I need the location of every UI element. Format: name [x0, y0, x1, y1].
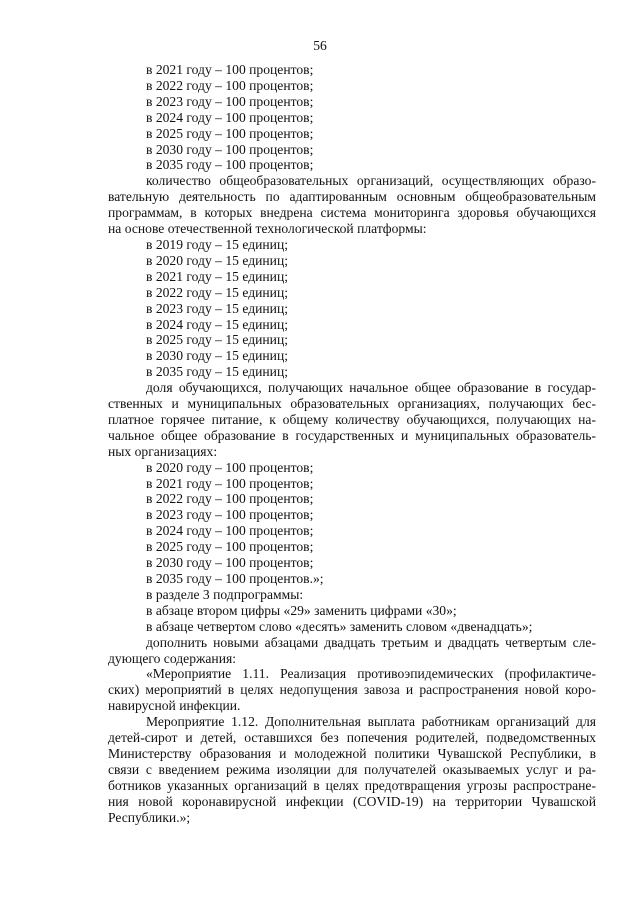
- text-line: ния новой коронавирусной инфекции (COVID-19) на территории Чувашской: [108, 793, 596, 809]
- page-number: 56: [313, 38, 327, 53]
- text-line: дополнить новыми абзацами двадцать третьим и двадцать четвертым сле-: [146, 634, 596, 650]
- text-line: в 2030 году – 15 единиц;: [146, 348, 288, 364]
- text-line: в разделе 3 подпрограммы:: [146, 586, 304, 602]
- text-line: Республики.»;: [108, 809, 191, 825]
- text-line: в 2030 году – 100 процентов;: [146, 141, 314, 157]
- text-line: ных организациях:: [108, 443, 218, 459]
- text-line: доля обучающихся, получающих начальное общее образование в государ-: [146, 380, 596, 396]
- text-line: в абзаце втором цифры «29» заменить цифрами «30»;: [146, 602, 457, 618]
- text-line: в 2024 году – 100 процентов;: [146, 523, 314, 539]
- text-line: вательную деятельность по адаптированным основным общеобразовательным: [108, 189, 596, 205]
- text-line: в 2020 году – 15 единиц;: [146, 252, 288, 268]
- text-line: в 2023 году – 15 единиц;: [146, 300, 288, 316]
- text-line: ских) мероприятий в целях недопущения завоза и распространения новой коро-: [108, 682, 596, 698]
- text-line: в 2021 году – 100 процентов;: [146, 475, 314, 491]
- text-line: в 2020 году – 100 процентов;: [146, 459, 314, 475]
- text-line: ственных и муниципальных образовательных организациях, получающих бес-: [108, 396, 596, 412]
- text-line: в 2023 году – 100 процентов;: [146, 507, 314, 523]
- text-line: в 2035 году – 100 процентов.»;: [146, 571, 324, 586]
- text-line: в 2022 году – 15 единиц;: [146, 284, 288, 300]
- text-line: «Мероприятие 1.11. Реализация противоэпидемических (профилактиче-: [146, 666, 596, 682]
- text-line: ботников указанных организаций в целях предотвращения угрозы распростране-: [108, 777, 596, 793]
- text-line: в 2035 году – 15 единиц;: [146, 364, 288, 380]
- text-line: количество общеобразовательных организаций, осуществляющих образо-: [146, 173, 596, 189]
- text-line: на основе отечественной технологической платформы:: [108, 221, 427, 237]
- text-line: платное горячее питание, к общему количеству обучающихся, получающих на-: [108, 411, 596, 427]
- document-body: [108, 62, 596, 826]
- text-line: в 2023 году – 100 процентов;: [146, 93, 314, 109]
- text-line: программам, в которых внедрена система мониторинга здоровья обучающихся: [108, 205, 596, 221]
- text-line: чальное общее образование в государственных и муниципальных образователь-: [108, 427, 596, 443]
- text-line: связи с введением режима изоляции для получателей оказываемых услуг и ра-: [108, 761, 596, 777]
- text-line: в 2025 году – 15 единиц;: [146, 332, 288, 348]
- text-line: Мероприятие 1.12. Дополнительная выплата работникам организаций для: [146, 714, 596, 730]
- text-line: в 2022 году – 100 процентов;: [146, 491, 314, 507]
- text-line: в 2035 году – 100 процентов;: [146, 157, 314, 173]
- text-line: в 2021 году – 15 единиц;: [146, 268, 288, 284]
- text-line: в 2024 году – 15 единиц;: [146, 316, 288, 332]
- text-line: в абзаце четвертом слово «десять» заменить словом «двенадцать»;: [146, 618, 533, 634]
- text-line: детей-сирот и детей, оставшихся без попечения родителей, подведомственных: [108, 730, 596, 746]
- text-line: в 2024 году – 100 процентов;: [146, 109, 314, 125]
- text-line: в 2030 году – 100 процентов;: [146, 555, 314, 571]
- text-line: в 2025 году – 100 процентов;: [146, 539, 314, 555]
- text-line: в 2021 году – 100 процентов;: [146, 62, 314, 77]
- text-line: дующего содержания:: [108, 650, 236, 666]
- text-line: в 2019 году – 15 единиц;: [146, 236, 288, 252]
- text-line: в 2022 году – 100 процентов;: [146, 77, 314, 93]
- text-line: Министерству образования и молодежной политики Чувашской Республики, в: [108, 745, 596, 761]
- text-line: навирусной инфекции.: [108, 698, 241, 714]
- text-line: в 2025 году – 100 процентов;: [146, 125, 314, 141]
